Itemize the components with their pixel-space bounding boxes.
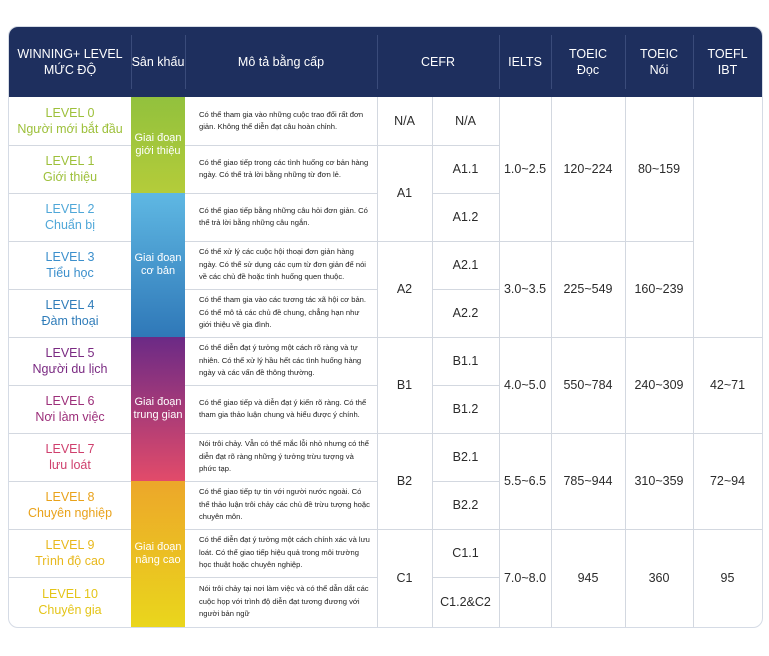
cefr-group: B1 (396, 378, 413, 392)
level-description: Có thể tham gia vào những cuộc trao đổi rất đơn giản. Không thể diễn đạt câu hoàn chỉnh. (199, 109, 364, 131)
stage-advanced: Giai đoạn nâng cao (131, 481, 185, 627)
toeic-reading-score: 225~549 (563, 282, 613, 296)
level-name: lưu loát (49, 458, 91, 472)
level-code: LEVEL 4 (45, 298, 95, 312)
ielts-score: 5.5~6.5 (503, 474, 547, 488)
cefr-sublevel: B2.1 (452, 450, 479, 464)
level-code: LEVEL 8 (45, 490, 95, 504)
level-name: Chuyên gia (38, 603, 102, 617)
level-row-10 (9, 577, 131, 627)
level-name: Giới thiệu (42, 170, 98, 184)
cefr-sublevel: B1.1 (452, 354, 479, 368)
toeic-speaking-score: 80~159 (637, 162, 681, 176)
cefr-group: B2 (396, 474, 413, 488)
level-code: LEVEL 7 (45, 442, 95, 456)
header-toeic-speaking: TOEIC Nói (640, 47, 678, 77)
level-description: Có thể giao tiếp bằng những câu hỏi đơn giản. Có thể trả lời bằng những câu ngắn. (199, 205, 368, 227)
level-description: Có thể xử lý các cuộc hội thoại đơn giản hàng ngày. Có thể sử dụng các cụm từ đơn giản để nói về các chủ đề hoặc tình huống quen thuộc. (199, 247, 366, 282)
level-name: Trình độ cao (35, 554, 105, 568)
level-row-5 (9, 337, 131, 385)
level-row-1 (9, 145, 131, 193)
level-description: Có thể giao tiếp tự tin với người nước ngoài. Có thể thảo luận trôi chảy các chủ đề trừu tượng hoặc chuyên môn. (199, 487, 370, 522)
stage-intermediate: Giai đoạn trung gian (131, 337, 185, 481)
cefr-sublevel: N/A (455, 114, 476, 128)
level-code: LEVEL 3 (45, 250, 95, 264)
level-name: Chuyên nghiệp (27, 506, 113, 520)
header-toeic-reading: TOEIC Đọc (569, 47, 607, 77)
header-stage: Sân khấu (131, 55, 185, 69)
ielts-score: 4.0~5.0 (503, 378, 547, 392)
level-description: Có thể giao tiếp trong các tình huống cơ bản hàng ngày. Có thể trả lời bằng những từ đơn lẻ. (199, 157, 369, 179)
level-comparison-table (8, 26, 763, 628)
header-description: Mô tả bằng cấp (237, 55, 325, 69)
toeic-speaking-score: 310~359 (634, 474, 684, 488)
level-name: Tiểu học (46, 266, 94, 280)
table-header (9, 27, 762, 97)
level-row-7 (9, 433, 131, 481)
header-level: WINNING+ LEVEL MỨC ĐỘ (17, 47, 123, 77)
cefr-group: N/A (394, 114, 415, 128)
level-row-6 (9, 385, 131, 433)
toeic-speaking-score: 160~239 (634, 282, 684, 296)
ielts-score: 3.0~3.5 (503, 282, 547, 296)
header-ielts: IELTS (508, 55, 542, 69)
level-row-8 (9, 481, 131, 529)
level-name: Đàm thoại (41, 314, 99, 328)
toeic-speaking-score: 240~309 (634, 378, 684, 392)
level-description: Nói trôi chảy tại nơi làm việc và có thể dẫn dắt các cuộc họp với trình độ diễn đạt tương đương với người bản ngữ (199, 584, 369, 619)
level-code: LEVEL 9 (45, 538, 95, 552)
header-cefr: CEFR (420, 55, 456, 69)
cefr-sublevel: B1.2 (452, 402, 479, 416)
level-name: Chuẩn bị (44, 218, 96, 232)
toeic-speaking-score: 360 (648, 571, 670, 585)
cefr-sublevel: A2.2 (452, 306, 479, 320)
ielts-score: 7.0~8.0 (503, 571, 547, 585)
level-description: Có thể giao tiếp và diễn đạt ý kiến rõ ràng. Có thể tham gia thảo luận chung và hiểu được ý chính. (199, 397, 367, 419)
level-row-2 (9, 193, 131, 241)
ielts-score: 1.0~2.5 (503, 162, 547, 176)
level-code: LEVEL 10 (42, 587, 98, 601)
table-body (9, 97, 762, 627)
toefl-ibt-score: 72~94 (709, 474, 746, 488)
level-row-9 (9, 529, 131, 577)
cefr-sublevel: A1.2 (452, 210, 479, 224)
cefr-sublevel: A1.1 (452, 162, 479, 176)
cefr-group: A1 (396, 186, 413, 200)
cefr-group: A2 (396, 282, 413, 296)
cefr-group: C1 (396, 571, 413, 585)
toeic-reading-score: 785~944 (563, 474, 613, 488)
level-name: Người du lịch (32, 362, 108, 376)
cefr-sublevel: C1.1 (452, 546, 479, 560)
stage-introduction: Giai đoạn giới thiệu (131, 97, 185, 193)
toeic-reading-score: 550~784 (563, 378, 613, 392)
level-description: Có thể diễn đạt ý tưởng một cách chính xác và lưu loát. Có thể giao tiếp hiệu quả trong môi trường học thuật hoặc chuyên nghiệp. (199, 535, 370, 570)
toefl-ibt-score: 95 (720, 571, 735, 585)
level-code: LEVEL 5 (45, 346, 95, 360)
toeic-reading-score: 945 (577, 571, 599, 585)
level-row-3 (9, 241, 131, 289)
level-description: Nói trôi chảy. Vẫn có thể mắc lỗi nhỏ nhưng có thể diễn đạt rõ ràng những ý tưởng trừu tượng và phức tạp. (199, 439, 369, 474)
level-code: LEVEL 0 (45, 106, 95, 120)
cefr-sublevel: A2.1 (452, 258, 479, 272)
level-code: LEVEL 1 (45, 154, 95, 168)
toefl-ibt-score: 42~71 (709, 378, 746, 392)
stage-basic: Giai đoạn cơ bản (131, 193, 185, 337)
level-code: LEVEL 6 (45, 394, 95, 408)
level-name: Người mới bắt đầu (17, 122, 123, 136)
level-row-0 (9, 97, 131, 145)
toeic-reading-score: 120~224 (563, 162, 613, 176)
level-description: Có thể diễn đạt ý tưởng một cách rõ ràng và tự nhiên. Có thể xử lý hầu hết các tình huống hàng ngày và các vấn đề thông thường. (199, 343, 362, 378)
level-row-4 (9, 289, 131, 337)
level-description: Có thể tham gia vào các tương tác xã hội cơ bản. Có thể mô tả các chủ đề chung, chẳng hạn như giới thiệu về gia đình. (199, 295, 367, 330)
level-code: LEVEL 2 (45, 202, 95, 216)
header-toefl-ibt: TOEFL IBT (707, 47, 748, 77)
cefr-sublevel: C1.2&C2 (440, 595, 491, 609)
level-name: Nơi làm việc (35, 410, 105, 424)
cefr-sublevel: B2.2 (452, 498, 479, 512)
